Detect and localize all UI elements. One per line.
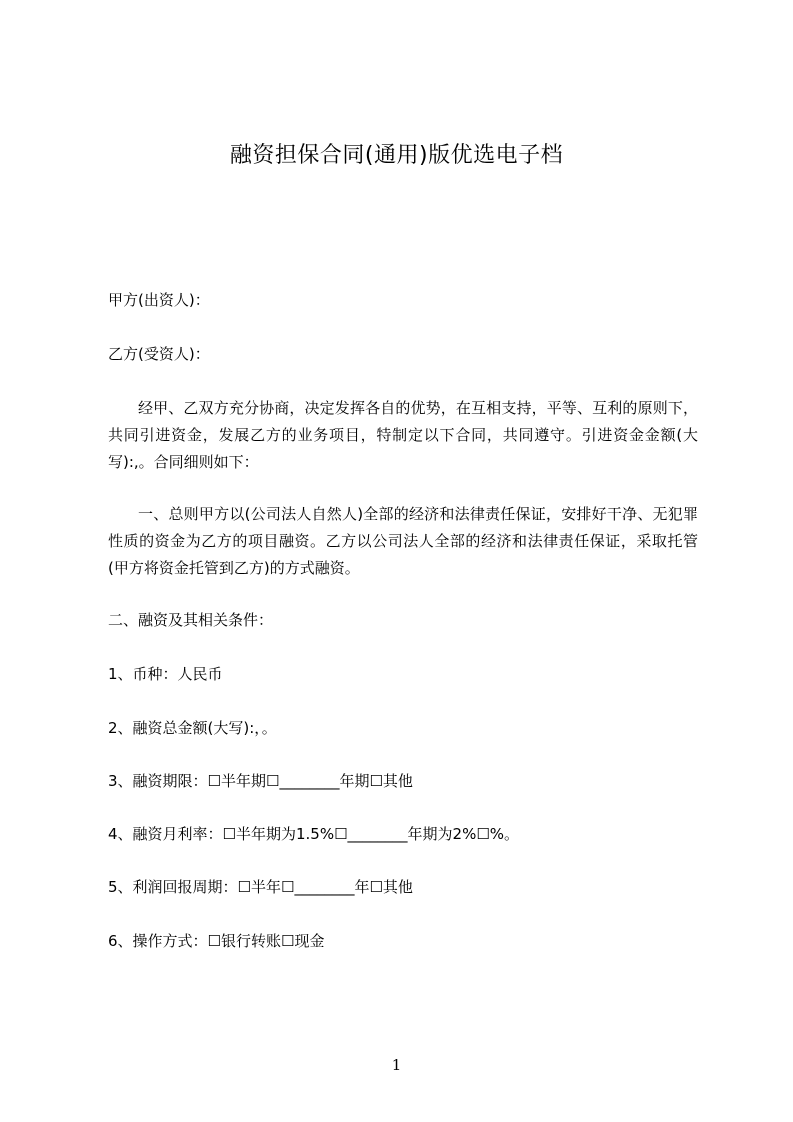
list-item-currency: 1、币种：人民币 xyxy=(108,665,223,683)
section-1-paragraph: 一、总则甲方以(公司法人自然人)全部的经济和法律责任保证，安排好干净、无犯罪性质的资金为乙方的项目融资。乙方以公司法人全部的经济和法律责任保证，采取托管(甲方将资金托管到乙方)的方式融资。 xyxy=(108,505,698,577)
list-item-total-amount: 2、融资总金额(大写):，。 xyxy=(108,719,277,737)
list-item-return-cycle: 5、利润回报周期：☐半年☐________年☐其他 xyxy=(108,878,413,896)
party-b-line: 乙方(受资人)： xyxy=(108,345,210,363)
list-item-operation-method: 6、操作方式：☐银行转账☐现金 xyxy=(108,932,325,950)
preamble-paragraph: 经甲、乙双方充分协商，决定发挥各自的优势，在互相支持，平等、互利的原则下，共同引进资金，发展乙方的业务项目，特制定以下合同，共同遵守。引进资金金额(大写):,。合同细则如下： xyxy=(108,399,698,471)
list-item-term: 3、融资期限：☐半年期☐________年期☐其他 xyxy=(108,772,413,790)
section-2-heading: 二、融资及其相关条件： xyxy=(108,611,274,629)
document-title: 融资担保合同(通用)版优选电子档 xyxy=(229,143,564,168)
list-item-interest-rate: 4、融资月利率：☐半年期为1.5%☐________年期为2%☐%。 xyxy=(108,825,520,843)
party-a-line: 甲方(出资人)： xyxy=(108,291,210,309)
page-number: 1 xyxy=(391,1056,402,1074)
